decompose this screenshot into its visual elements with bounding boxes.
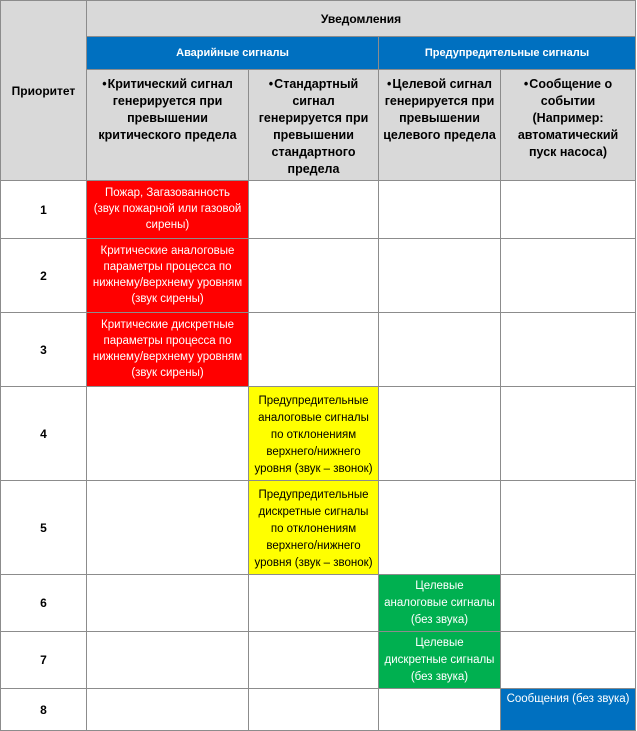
standard-cell [249, 181, 379, 239]
critical-column-header: • Критический сигнал генерируется при превышении критического предела [87, 70, 249, 181]
priority-cell: 8 [1, 689, 87, 731]
event-cell [501, 313, 636, 387]
table-row [1, 481, 636, 575]
table-row [1, 575, 636, 632]
priority-cell: 3 [1, 313, 87, 387]
table-row [1, 239, 636, 313]
target-cell [379, 481, 501, 575]
standard-cell: Предупредительные аналоговые сигналы по отклонениям верхнего/нижнего уровня (звук – звонок) [249, 387, 379, 481]
event-cell [501, 632, 636, 689]
target-cell [379, 387, 501, 481]
target-column-header: • Целевой сигнал генерируется при превышении целевого предела [379, 70, 501, 181]
standard-cell [249, 239, 379, 313]
standard-cell: Предупредительные дискретные сигналы по отклонениям верхнего/нижнего уровня (звук – звонок) [249, 481, 379, 575]
target-cell [379, 689, 501, 731]
target-cell [379, 313, 501, 387]
priority-cell: 4 [1, 387, 87, 481]
critical-cell: Пожар, Загазованность (звук пожарной или газовой сирены) [87, 181, 249, 239]
event-cell [501, 575, 636, 632]
critical-cell [87, 575, 249, 632]
critical-cell [87, 689, 249, 731]
critical-cell [87, 387, 249, 481]
table-row [1, 313, 636, 387]
priority-header: Приоритет [1, 1, 87, 181]
standard-cell [249, 632, 379, 689]
priority-cell: 7 [1, 632, 87, 689]
event-cell [501, 239, 636, 313]
warning-group-header: Предупредительные сигналы [379, 37, 636, 70]
target-cell [379, 239, 501, 313]
notifications-header: Уведомления [87, 1, 636, 37]
priority-cell: 1 [1, 181, 87, 239]
alarm-group-header: Аварийные сигналы [87, 37, 379, 70]
priority-cell: 5 [1, 481, 87, 575]
target-cell [379, 181, 501, 239]
table-row [1, 689, 636, 731]
critical-cell [87, 481, 249, 575]
event-cell [501, 181, 636, 239]
priority-cell: 2 [1, 239, 87, 313]
table-row [1, 632, 636, 689]
table-row [1, 181, 636, 239]
standard-cell [249, 689, 379, 731]
priority-cell: 6 [1, 575, 87, 632]
table-row [1, 387, 636, 481]
standard-cell [249, 575, 379, 632]
target-cell: Целевые аналоговые сигналы (без звука) [379, 575, 501, 632]
event-column-header: • Сообщение о событии (Например: автоматический пуск насоса) [501, 70, 636, 181]
critical-cell: Критические аналоговые параметры процесса по нижнему/верхнему уровням (звук сирены) [87, 239, 249, 313]
target-cell: Целевые дискретные сигналы (без звука) [379, 632, 501, 689]
critical-cell [87, 632, 249, 689]
event-cell: Сообщения (без звука) [501, 689, 636, 731]
standard-cell [249, 313, 379, 387]
standard-column-header: • Стандартный сигнал генерируется при превышении стандартного предела [249, 70, 379, 181]
critical-cell: Критические дискретные параметры процесса по нижнему/верхнему уровням (звук сирены) [87, 313, 249, 387]
event-cell [501, 481, 636, 575]
event-cell [501, 387, 636, 481]
